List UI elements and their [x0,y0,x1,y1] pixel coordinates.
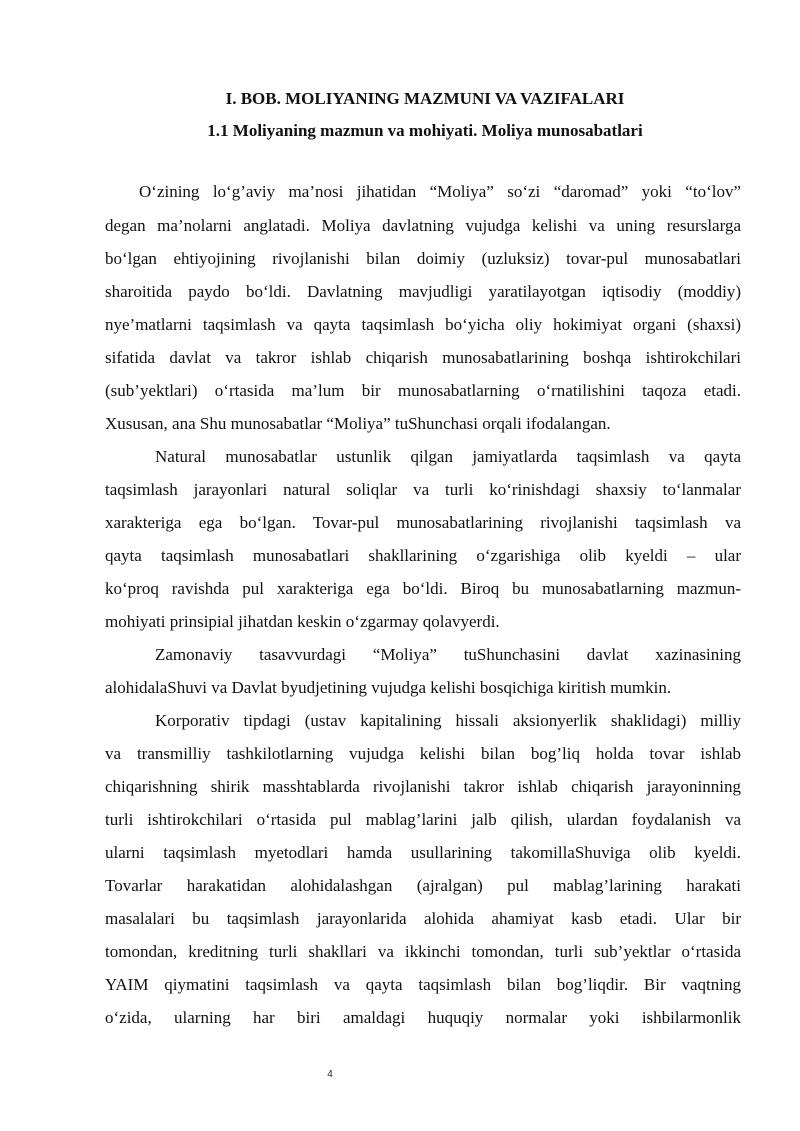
text-line: ko‘proq ravishda pul xarakteriga ega bo‘ldi. Biroq bu munosabatlarning mazmun- [105,579,741,598]
text-line: ularni taqsimlash myetodlari hamda usullarining takomillaShuviga olib kyeldi. [105,843,741,862]
text-line: xarakteriga ega bo‘lgan. Tovar-pul munosabatlarining rivojlanishi taqsimlash va [105,513,741,532]
chapter-title: I. BOB. MOLIYANING MAZMUNI VA VAZIFALARI [225,89,625,108]
text-line: nye’matlarni taqsimlash va qayta taqsimlash bo‘yicha oliy hokimiyat organi (shaxsi) [105,315,741,334]
text-line: Tovarlar harakatidan alohidalashgan (ajralgan) pul mablag’larining harakati [105,876,741,895]
text-line: taqsimlash jarayonlari natural soliqlar va turli ko‘rinishdagi shaxsiy to‘lanmalar [105,480,741,499]
text-line: turli ishtirokchilari o‘rtasida pul mablag’larini jalb qilish, ulardan foydalanish va [105,810,741,829]
text-line: Natural munosabatlar ustunlik qilgan jamiyatlarda taqsimlash va qayta [155,447,741,466]
text-line: mohiyati prinsipial jihatdan keskin o‘zgarmay qolavyerdi. [105,612,500,631]
section-title: 1.1 Moliyaning mazmun va mohiyati. Moliya munosabatlari [207,121,643,140]
text-line: alohidalaShuvi va Davlat byudjetining vujudga kelishi bosqichiga kiritish mumkin. [105,678,672,697]
text-line: sifatida davlat va takror ishlab chiqarish munosabatlarining boshqa ishtirokchilari [105,348,741,367]
text-line: (sub’yektlari) o‘rtasida ma’lum bir munosabatlarning o‘rnatilishini taqoza etadi. [105,381,741,400]
page-number: 4 [327,1069,333,1080]
text-line: degan ma’nolarni anglatadi. Moliya davlatning vujudga kelishi va uning resurslarga [105,216,741,235]
text-line: O‘zining lo‘g’aviy ma’nosi jihatidan “Moliya” so‘zi “daromad” yoki “to‘lov” [139,182,741,201]
text-line: YAIM qiymatini taqsimlash va qayta taqsimlash bilan bog’liqdir. Bir vaqtning [105,975,741,994]
text-line: Korporativ tipdagi (ustav kapitalining hissali aksionyerlik shaklidagi) milliy [155,711,741,730]
text-line: va transmilliy tashkilotlarning vujudga kelishi bilan bog’liq holda tovar ishlab [105,744,741,763]
text-line: masalalari bu taqsimlash jarayonlarida alohida ahamiyat kasb etadi. Ular bir [105,909,741,928]
text-line: bo‘lgan ehtiyojining rivojlanishi bilan doimiy (uzluksiz) tovar-pul munosabatlari [105,249,741,268]
text-line: sharoitida paydo bo‘ldi. Davlatning mavjudligi yaratilayotgan iqtisodiy (moddiy) [105,282,741,301]
text-line: tomondan, kreditning turli shakllari va ikkinchi tomondan, turli sub’yektlar o‘rtasida [105,942,741,961]
text-line: Xususan, ana Shu munosabatlar “Moliya” tuShunchasi orqali ifodalangan. [105,414,611,433]
text-line: Zamonaviy tasavvurdagi “Moliya” tuShunchasini davlat xazinasining [155,645,741,664]
text-line: qayta taqsimlash munosabatlari shakllarining o‘zgarishiga olib kyeldi – ular [105,546,741,565]
text-line: o‘zida, ularning har biri amaldagi huquqiy normalar yoki ishbilarmonlik [105,1008,741,1027]
text-line: chiqarishning shirik masshtablarda rivojlanishi takror ishlab chiqarish jarayoninning [105,777,741,796]
